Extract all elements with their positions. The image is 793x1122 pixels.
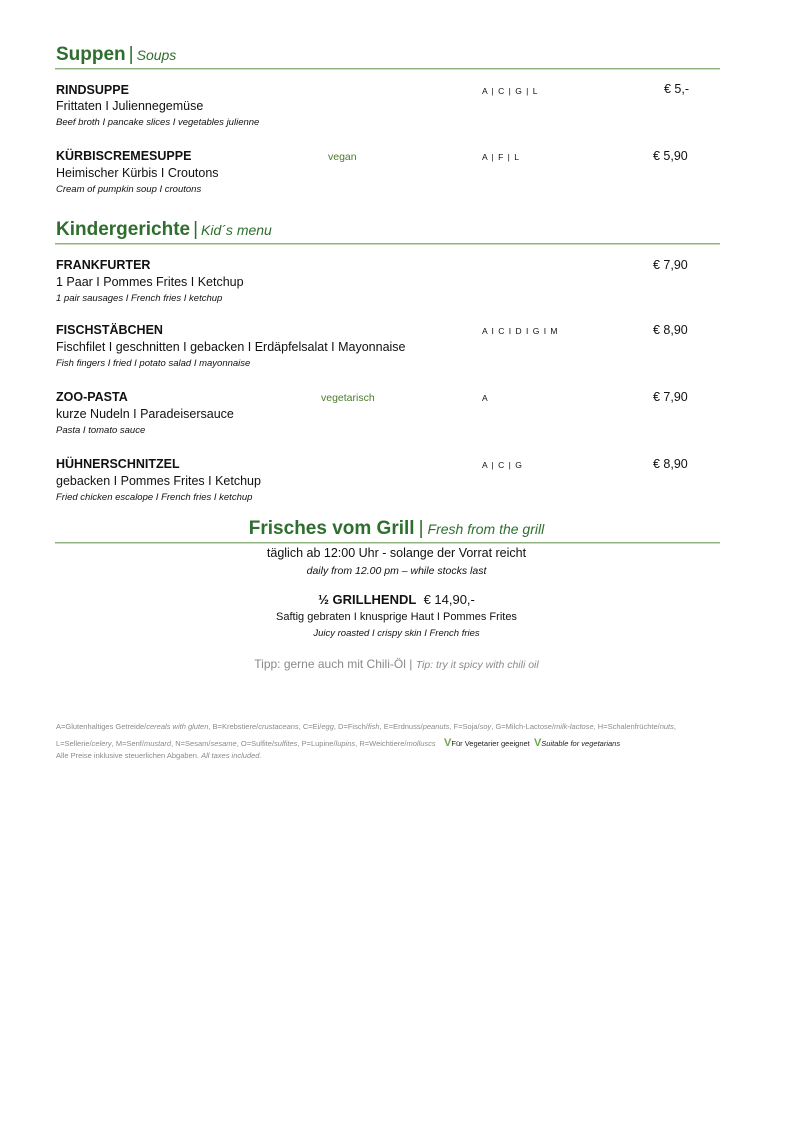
item-allergens: A | C | G (482, 460, 523, 470)
grill-availability-en: daily from 12.00 pm – while stocks last (306, 565, 487, 577)
item-price: € 5,- (664, 82, 690, 96)
item-description-de: Fischfilet I geschnitten I gebacken I Erdäpfelsalat I Mayonnaise (56, 340, 406, 354)
legend-text: , G=Milch-Lactose/ (491, 722, 555, 731)
allergen-legend-line1 (56, 722, 676, 731)
item-price: € 8,90 (653, 323, 688, 337)
legend-text: crustaceans (258, 722, 299, 731)
legend-text: , O=Sulfite/ (236, 739, 275, 748)
item-allergens: A I C I D I G I M (482, 326, 559, 336)
legend-text: A=Glutenhaltiges Getreide/ (56, 722, 147, 731)
item-title: HÜHNERSCHNITZEL (56, 457, 180, 471)
legend-text: , (673, 722, 676, 731)
legend-text: , D=Fisch/ (333, 722, 368, 731)
taxes-en: All taxes included. (201, 751, 262, 760)
legend-text: peanuts (422, 722, 450, 731)
vegetarian-icon: V (533, 737, 542, 749)
grill-subtitle: Fresh from the grill (427, 521, 545, 537)
legend-text: sesame (210, 739, 237, 748)
tip-divider: | (409, 657, 413, 671)
legend-text: , H=Schalenfrüchte/ (593, 722, 660, 731)
legend-text: cereals with gluten (146, 722, 209, 731)
grill-rule (55, 542, 720, 544)
kids-heading (56, 219, 272, 241)
item-title: RINDSUPPE (56, 83, 129, 97)
legend-text: fish (367, 722, 380, 731)
grill-tip (0, 657, 793, 671)
legend-text: , B=Krebstiere/ (208, 722, 259, 731)
allergen-legend-line2 (56, 737, 620, 749)
grill-dish-name: ½ GRILLHENDL (318, 592, 417, 607)
item-description-de: kurze Nudeln I Paradeisersauce (56, 407, 234, 421)
vegetarian-icon: V (444, 737, 452, 749)
item-allergens: A | F | L (482, 152, 520, 162)
item-price: € 7,90 (653, 390, 688, 404)
item-description-en: Cream of pumpkin soup I croutons (56, 184, 202, 195)
kids-rule (55, 243, 720, 245)
item-allergens: A (482, 393, 489, 403)
grill-tip-en: Tip: try it spicy with chili oil (415, 659, 539, 671)
legend-text: , E=Erdnuss/ (379, 722, 423, 731)
legend-text: , P=Lupine/ (297, 739, 336, 748)
item-description-de: gebacken I Pommes Frites I Ketchup (56, 474, 261, 488)
item-price: € 8,90 (653, 457, 688, 471)
heading-divider: | (418, 518, 424, 539)
kids-subtitle: Kid´s menu (201, 222, 272, 238)
item-price: € 7,90 (653, 258, 688, 272)
soups-rule (55, 68, 720, 70)
grill-dish-de: Saftig gebraten I knusprige Haut I Pommes Frites (276, 611, 517, 623)
item-allergens: A | C | G | L (482, 86, 539, 96)
item-price: € 5,90 (653, 149, 688, 163)
item-description-en: Beef broth I pancake slices I vegetables julienne (56, 117, 260, 128)
legend-text: , N=Sesam/ (171, 739, 211, 748)
soups-title: Suppen (56, 44, 126, 65)
item-description-de: Frittaten I Juliennegemüse (56, 99, 204, 113)
legend-text: egg (321, 722, 334, 731)
item-title: FISCHSTÄBCHEN (56, 323, 163, 337)
soups-subtitle: Soups (136, 47, 177, 63)
legend-text: lupins (335, 739, 356, 748)
grill-availability-de: täglich ab 12:00 Uhr - solange der Vorrat reicht (266, 546, 527, 560)
kids-title: Kindergerichte (56, 219, 191, 240)
legend-text: , R=Weichtiere/ (355, 739, 407, 748)
legend-text: celery (91, 739, 112, 748)
grill-dish (0, 592, 793, 607)
veg-label-de: Für Vegetarier geeignet (451, 739, 530, 748)
taxes-note (56, 751, 262, 760)
legend-text: milk-lactose (554, 722, 594, 731)
veg-label-en: Suitable for vegetarians (541, 739, 621, 748)
legend-text: nuts (659, 722, 674, 731)
legend-text: , C=Ei/ (298, 722, 322, 731)
grill-dish-price: € 14,90,- (423, 592, 475, 607)
grill-heading (0, 518, 793, 540)
grill-tip-de: Tipp: gerne auch mit Chili-Öl (254, 657, 406, 671)
legend-text: L=Sellerie/ (56, 739, 92, 748)
vegan-tag: vegan (328, 151, 357, 163)
item-description-en: 1 pair sausages I French fries I ketchup (56, 293, 223, 304)
item-description-en: Fried chicken escalope I French fries I ketchup (56, 492, 253, 503)
legend-text: soy (479, 722, 492, 731)
grill-title: Frisches vom Grill (248, 518, 415, 539)
heading-divider: | (193, 219, 199, 240)
item-description-en: Pasta I tomato sauce (56, 425, 146, 436)
item-title: KÜRBISCREMESUPPE (56, 149, 192, 163)
grill-dish-en: Juicy roasted I crispy skin I French fries (313, 628, 480, 639)
taxes-de: Alle Preise inklusive steuerlichen Abgaben. (56, 751, 200, 760)
legend-text: molluscs (406, 739, 436, 748)
legend-text: mustard (143, 739, 172, 748)
soups-heading (56, 44, 176, 66)
item-description-en: Fish fingers I fried I potato salad I mayonnaise (56, 358, 251, 369)
item-title: ZOO-PASTA (56, 390, 128, 404)
item-description-de: Heimischer Kürbis I Croutons (56, 166, 219, 180)
legend-text: sulfites (274, 739, 298, 748)
item-title: FRANKFURTER (56, 258, 151, 272)
legend-text: , F=Soja/ (449, 722, 480, 731)
item-description-de: 1 Paar I Pommes Frites I Ketchup (56, 275, 244, 289)
vegetarian-tag: vegetarisch (321, 392, 375, 404)
legend-text: , M=Senf/ (111, 739, 144, 748)
heading-divider: | (128, 44, 134, 65)
